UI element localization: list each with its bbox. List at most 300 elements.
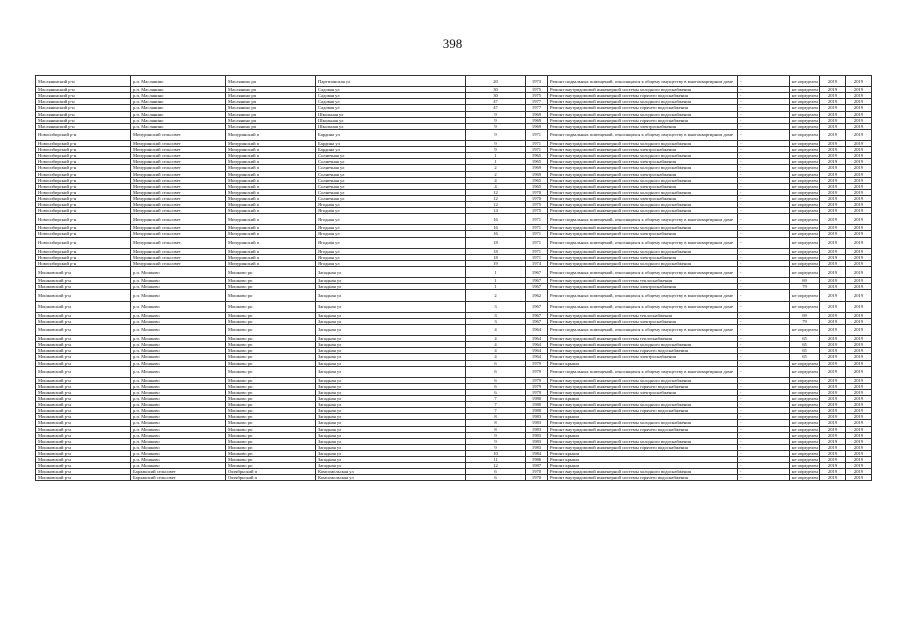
district-cell: Мошковский р-н xyxy=(36,267,131,278)
house-number-cell: 1 xyxy=(466,278,526,284)
house-number-cell: 7 xyxy=(466,396,526,402)
settlement-cell: Мичуринский п xyxy=(226,231,316,237)
settlement-cell: Мичуринский п xyxy=(226,195,316,201)
work-type-cell: Ремонт внутридомовой инженерной системы электроснабжения xyxy=(548,254,738,260)
amount-cell: 79 xyxy=(790,318,820,324)
street-cell: Западная ул xyxy=(316,450,466,456)
street-cell: Западная ул xyxy=(316,312,466,318)
work-type-cell: Ремонт крыши xyxy=(548,396,738,402)
street-cell: Западная ул xyxy=(316,457,466,463)
amount-cell: не определен xyxy=(790,99,820,105)
district-cell: Маслянинский р-н xyxy=(36,117,131,123)
settlement-cell: Мичуринский п xyxy=(226,208,316,214)
cost-cell: - xyxy=(738,195,790,201)
house-number-cell: 9 xyxy=(466,444,526,450)
district-cell: Новосибирский р-н xyxy=(36,254,131,260)
street-cell: Ягодная ул xyxy=(316,237,466,248)
municipality-cell: Барлакский сельсовет xyxy=(131,469,226,475)
settlement-cell: Маслянино рп xyxy=(226,76,316,87)
house-number-cell: 6 xyxy=(466,366,526,377)
year-start-cell: 2019 xyxy=(820,237,846,248)
year-start-cell: 2019 xyxy=(820,248,846,254)
amount-cell: не определен xyxy=(790,141,820,147)
build-year-cell: 1975 xyxy=(526,208,548,214)
settlement-cell: Мошково рп xyxy=(226,278,316,284)
municipality-cell: Мичуринский сельсовет xyxy=(131,201,226,207)
house-number-cell: 47 xyxy=(466,99,526,105)
house-number-cell: 47 xyxy=(466,105,526,111)
amount-cell: не определен xyxy=(790,189,820,195)
build-year-cell: 1986 xyxy=(526,457,548,463)
cost-cell: - xyxy=(738,105,790,111)
municipality-cell: р.п. Мошково xyxy=(131,396,226,402)
work-type-cell: Ремонт внутридомовой инженерной системы теплоснабжения xyxy=(548,336,738,342)
municipality-cell: Мичуринский сельсовет xyxy=(131,208,226,214)
street-cell: Комсомольская ул xyxy=(316,469,466,475)
amount-cell: не определен xyxy=(790,195,820,201)
year-end-cell: 2019 xyxy=(846,237,872,248)
house-number-cell: 11 xyxy=(466,457,526,463)
build-year-cell: 1980 xyxy=(526,408,548,414)
year-start-cell: 2019 xyxy=(820,141,846,147)
settlement-cell: Мичуринский п xyxy=(226,254,316,260)
cost-cell: - xyxy=(738,342,790,348)
street-cell: Западная ул xyxy=(316,377,466,383)
table-body xyxy=(36,76,872,481)
amount-cell: 65 xyxy=(790,342,820,348)
amount-cell: не определен xyxy=(790,444,820,450)
amount-cell: не определен xyxy=(790,389,820,395)
settlement-cell: Мичуринский п xyxy=(226,183,316,189)
year-end-cell: 2019 xyxy=(846,214,872,225)
house-number-cell: 6 xyxy=(466,389,526,395)
district-cell: Мошковский р-н xyxy=(36,377,131,383)
year-end-cell: 2019 xyxy=(846,267,872,278)
house-number-cell: 6 xyxy=(466,475,526,481)
build-year-cell: 1983 xyxy=(526,432,548,438)
year-start-cell: 2019 xyxy=(820,438,846,444)
work-type-cell: Ремонт внутридомовой инженерной системы холодного водоснабжения xyxy=(548,402,738,408)
cost-cell: - xyxy=(738,336,790,342)
municipality-cell: р.п. Мошково xyxy=(131,420,226,426)
year-end-cell: 2019 xyxy=(846,324,872,335)
amount-cell: не определен xyxy=(790,231,820,237)
house-number-cell: 30 xyxy=(466,87,526,93)
year-end-cell: 2019 xyxy=(846,129,872,140)
year-start-cell: 2019 xyxy=(820,105,846,111)
table-row xyxy=(36,301,872,312)
district-cell: Новосибирский р-н xyxy=(36,129,131,140)
build-year-cell: 1969 xyxy=(526,123,548,129)
street-cell: Бардина ул xyxy=(316,147,466,153)
amount-cell: не определен xyxy=(790,237,820,248)
year-end-cell: 2019 xyxy=(846,183,872,189)
work-type-cell: Ремонт внутридомовой инженерной системы электроснабжения xyxy=(548,147,738,153)
municipality-cell: р.п. Маслянино xyxy=(131,87,226,93)
build-year-cell: 1967 xyxy=(526,284,548,290)
year-end-cell: 2019 xyxy=(846,426,872,432)
house-number-cell: 1 xyxy=(466,267,526,278)
amount-cell: не определен xyxy=(790,475,820,481)
house-number-cell: 12 xyxy=(466,189,526,195)
district-cell: Мошковский р-н xyxy=(36,318,131,324)
district-cell: Мошковский р-н xyxy=(36,457,131,463)
amount-cell: 69 xyxy=(790,312,820,318)
build-year-cell: 1971 xyxy=(526,225,548,231)
year-start-cell: 2019 xyxy=(820,278,846,284)
cost-cell: - xyxy=(738,354,790,360)
settlement-cell: Мичуринский п xyxy=(226,177,316,183)
build-year-cell: 1967 xyxy=(526,312,548,318)
work-type-cell: Ремонт внутридомовой инженерной системы теплоснабжения xyxy=(548,278,738,284)
municipality-cell: р.п. Маслянино xyxy=(131,93,226,99)
year-end-cell: 2019 xyxy=(846,354,872,360)
house-number-cell: 19 xyxy=(466,260,526,266)
settlement-cell: Маслянино рп xyxy=(226,87,316,93)
build-year-cell: 1974 xyxy=(526,260,548,266)
year-start-cell: 2019 xyxy=(820,147,846,153)
year-start-cell: 2019 xyxy=(820,318,846,324)
house-number-cell: 4 xyxy=(466,348,526,354)
settlement-cell: Мошково рп xyxy=(226,438,316,444)
work-type-cell: Ремонт внутридомовой инженерной системы электроснабжения xyxy=(548,183,738,189)
year-end-cell: 2019 xyxy=(846,76,872,87)
district-cell: Новосибирский р-н xyxy=(36,147,131,153)
settlement-cell: Мошково рп xyxy=(226,360,316,366)
cost-cell: - xyxy=(738,360,790,366)
street-cell: Западная ул xyxy=(316,389,466,395)
settlement-cell: Октябрьский п xyxy=(226,469,316,475)
house-number-cell: 4 xyxy=(466,177,526,183)
cost-cell: - xyxy=(738,383,790,389)
cost-cell: - xyxy=(738,290,790,301)
build-year-cell: 1965 xyxy=(526,183,548,189)
table-row xyxy=(36,366,872,377)
cost-cell: - xyxy=(738,93,790,99)
year-start-cell: 2019 xyxy=(820,450,846,456)
table-row xyxy=(36,129,872,140)
municipality-cell: Мичуринский сельсовет xyxy=(131,195,226,201)
build-year-cell: 1970 xyxy=(526,469,548,475)
district-cell: Мошковский р-н xyxy=(36,475,131,481)
settlement-cell: Мошково рп xyxy=(226,389,316,395)
municipality-cell: р.п. Мошково xyxy=(131,318,226,324)
amount-cell: не определен xyxy=(790,420,820,426)
cost-cell: - xyxy=(738,99,790,105)
work-type-cell: Ремонт внутридомовой инженерной системы холодного водоснабжения xyxy=(548,141,738,147)
amount-cell: не определен xyxy=(790,463,820,469)
build-year-cell: 1964 xyxy=(526,354,548,360)
year-end-cell: 2019 xyxy=(846,99,872,105)
district-cell: Мошковский р-н xyxy=(36,438,131,444)
district-cell: Мошковский р-н xyxy=(36,278,131,284)
settlement-cell: Мошково рп xyxy=(226,450,316,456)
table-row xyxy=(36,290,872,301)
work-type-cell: Ремонт внутридомовой инженерной системы горячего водоснабжения xyxy=(548,426,738,432)
municipality-cell: р.п. Мошково xyxy=(131,366,226,377)
work-type-cell: Ремонт внутридомовой инженерной системы холодного водоснабжения xyxy=(548,342,738,348)
district-cell: Новосибирский р-н xyxy=(36,159,131,165)
build-year-cell: 1964 xyxy=(526,348,548,354)
amount-cell: 65 xyxy=(790,354,820,360)
house-number-cell: 1 xyxy=(466,153,526,159)
street-cell: Ягодная ул xyxy=(316,254,466,260)
municipality-cell: Мичуринский сельсовет xyxy=(131,141,226,147)
house-number-cell: 4 xyxy=(466,342,526,348)
amount-cell: не определен xyxy=(790,87,820,93)
house-number-cell: 10 xyxy=(466,450,526,456)
house-number-cell: 3 xyxy=(466,301,526,312)
year-start-cell: 2019 xyxy=(820,177,846,183)
build-year-cell: 1983 xyxy=(526,444,548,450)
amount-cell: не определен xyxy=(790,457,820,463)
amount-cell: не определен xyxy=(790,324,820,335)
amount-cell: не определен xyxy=(790,426,820,432)
amount-cell: не определен xyxy=(790,267,820,278)
settlement-cell: Мошково рп xyxy=(226,426,316,432)
house-number-cell: 4 xyxy=(466,183,526,189)
year-end-cell: 2019 xyxy=(846,159,872,165)
work-type-cell: Ремонт внутридомовой инженерной системы электроснабжения xyxy=(548,318,738,324)
amount-cell: не определен xyxy=(790,123,820,129)
amount-cell: не определен xyxy=(790,105,820,111)
settlement-cell: Мошково рп xyxy=(226,318,316,324)
year-end-cell: 2019 xyxy=(846,450,872,456)
municipality-cell: Мичуринский сельсовет xyxy=(131,159,226,165)
cost-cell: - xyxy=(738,201,790,207)
work-type-cell: Ремонт подвальных помещений, относящихся к общему имуществу в многоквартирном доме xyxy=(548,129,738,140)
house-number-cell: 3 xyxy=(466,318,526,324)
year-start-cell: 2019 xyxy=(820,457,846,463)
year-start-cell: 2019 xyxy=(820,366,846,377)
work-type-cell: Ремонт крыши xyxy=(548,360,738,366)
work-type-cell: Ремонт внутридомовой инженерной системы горячего водоснабжения xyxy=(548,444,738,450)
year-end-cell: 2019 xyxy=(846,189,872,195)
house-number-cell: 9 xyxy=(466,123,526,129)
amount-cell: 79 xyxy=(790,284,820,290)
street-cell: Солнечная ул xyxy=(316,165,466,171)
build-year-cell: 1971 xyxy=(526,147,548,153)
street-cell: Ягодная ул xyxy=(316,225,466,231)
work-type-cell: Ремонт внутридомовой инженерной системы холодного водоснабжения xyxy=(548,189,738,195)
cost-cell: - xyxy=(738,248,790,254)
house-number-cell: 3 xyxy=(466,312,526,318)
build-year-cell: 1962 xyxy=(526,290,548,301)
year-end-cell: 2019 xyxy=(846,348,872,354)
cost-cell: - xyxy=(738,284,790,290)
street-cell: Западная ул xyxy=(316,267,466,278)
settlement-cell: Мошково рп xyxy=(226,284,316,290)
house-number-cell: 2 xyxy=(466,165,526,171)
amount-cell: не определен xyxy=(790,214,820,225)
settlement-cell: Мичуринский п xyxy=(226,141,316,147)
amount-cell: не определен xyxy=(790,93,820,99)
municipality-cell: р.п. Мошково xyxy=(131,402,226,408)
house-number-cell: 9 xyxy=(466,111,526,117)
cost-cell: - xyxy=(738,366,790,377)
cost-cell: - xyxy=(738,432,790,438)
work-type-cell: Ремонт крыши xyxy=(548,463,738,469)
year-start-cell: 2019 xyxy=(820,231,846,237)
year-start-cell: 2019 xyxy=(820,420,846,426)
amount-cell: не определен xyxy=(790,117,820,123)
district-cell: Мошковский р-н xyxy=(36,396,131,402)
amount-cell: не определен xyxy=(790,408,820,414)
settlement-cell: Мошково рп xyxy=(226,348,316,354)
build-year-cell: 1964 xyxy=(526,324,548,335)
year-start-cell: 2019 xyxy=(820,377,846,383)
district-cell: Новосибирский р-н xyxy=(36,183,131,189)
settlement-cell: Мошково рп xyxy=(226,408,316,414)
municipality-cell: Мичуринский сельсовет xyxy=(131,153,226,159)
amount-cell: не определен xyxy=(790,469,820,475)
house-number-cell: 6 xyxy=(466,360,526,366)
year-end-cell: 2019 xyxy=(846,377,872,383)
street-cell: Школьная ул xyxy=(316,123,466,129)
cost-cell: - xyxy=(738,301,790,312)
settlement-cell: Мошково рп xyxy=(226,324,316,335)
municipality-cell: р.п. Мошково xyxy=(131,284,226,290)
municipality-cell: р.п. Мошково xyxy=(131,463,226,469)
cost-cell: - xyxy=(738,117,790,123)
house-number-cell: 30 xyxy=(466,93,526,99)
street-cell: Западная ул xyxy=(316,336,466,342)
cost-cell: - xyxy=(738,171,790,177)
page-number: 398 xyxy=(442,36,463,51)
district-cell: Мошковский р-н xyxy=(36,342,131,348)
settlement-cell: Маслянино рп xyxy=(226,93,316,99)
district-cell: Мошковский р-н xyxy=(36,284,131,290)
year-end-cell: 2019 xyxy=(846,231,872,237)
year-start-cell: 2019 xyxy=(820,189,846,195)
year-end-cell: 2019 xyxy=(846,147,872,153)
cost-cell: - xyxy=(738,260,790,266)
municipality-cell: р.п. Мошково xyxy=(131,389,226,395)
settlement-cell: Мичуринский п xyxy=(226,159,316,165)
settlement-cell: Мошково рп xyxy=(226,354,316,360)
year-start-cell: 2019 xyxy=(820,342,846,348)
street-cell: Солнечная ул xyxy=(316,189,466,195)
build-year-cell: 1971 xyxy=(526,214,548,225)
build-year-cell: 1971 xyxy=(526,237,548,248)
year-end-cell: 2019 xyxy=(846,360,872,366)
amount-cell: не определен xyxy=(790,450,820,456)
year-start-cell: 2019 xyxy=(820,348,846,354)
settlement-cell: Мичуринский п xyxy=(226,147,316,153)
year-end-cell: 2019 xyxy=(846,342,872,348)
street-cell: Западная ул xyxy=(316,366,466,377)
work-type-cell: Ремонт внутридомовой инженерной системы электроснабжения xyxy=(548,159,738,165)
house-number-cell: 18 xyxy=(466,237,526,248)
house-number-cell: 9 xyxy=(466,432,526,438)
year-end-cell: 2019 xyxy=(846,396,872,402)
street-cell: Комсомольская ул xyxy=(316,475,466,481)
year-end-cell: 2019 xyxy=(846,87,872,93)
settlement-cell: Мошково рп xyxy=(226,290,316,301)
work-type-cell: Ремонт внутридомовой инженерной системы холодного водоснабжения xyxy=(548,248,738,254)
street-cell: Западная ул xyxy=(316,408,466,414)
amount-cell: не определен xyxy=(790,159,820,165)
municipality-cell: Мичуринский сельсовет xyxy=(131,260,226,266)
build-year-cell: 1965 xyxy=(526,177,548,183)
cost-cell: - xyxy=(738,414,790,420)
house-number-cell: 12 xyxy=(466,201,526,207)
municipality-cell: р.п. Мошково xyxy=(131,354,226,360)
municipality-cell: р.п. Мошково xyxy=(131,290,226,301)
street-cell: Солнечная ул xyxy=(316,177,466,183)
year-start-cell: 2019 xyxy=(820,129,846,140)
district-cell: Маслянинский р-н xyxy=(36,105,131,111)
street-cell: Западная ул xyxy=(316,438,466,444)
build-year-cell: 1967 xyxy=(526,318,548,324)
settlement-cell: Маслянино рп xyxy=(226,123,316,129)
build-year-cell: 1979 xyxy=(526,360,548,366)
municipality-cell: р.п. Мошково xyxy=(131,336,226,342)
build-year-cell: 1980 xyxy=(526,402,548,408)
cost-cell: - xyxy=(738,389,790,395)
district-cell: Мошковский р-н xyxy=(36,354,131,360)
municipality-cell: Мичуринский сельсовет xyxy=(131,183,226,189)
house-number-cell: 9 xyxy=(466,438,526,444)
year-start-cell: 2019 xyxy=(820,260,846,266)
amount-cell: не определен xyxy=(790,111,820,117)
build-year-cell: 1970 xyxy=(526,189,548,195)
work-type-cell: Ремонт внутридомовой инженерной системы холодного водоснабжения xyxy=(548,420,738,426)
municipality-cell: р.п. Мошково xyxy=(131,278,226,284)
settlement-cell: Мошково рп xyxy=(226,301,316,312)
build-year-cell: 1984 xyxy=(526,450,548,456)
district-cell: Новосибирский р-н xyxy=(36,214,131,225)
year-end-cell: 2019 xyxy=(846,123,872,129)
street-cell: Западная ул xyxy=(316,318,466,324)
settlement-cell: Мошково рп xyxy=(226,444,316,450)
year-start-cell: 2019 xyxy=(820,432,846,438)
settlement-cell: Маслянино рп xyxy=(226,111,316,117)
year-start-cell: 2019 xyxy=(820,201,846,207)
amount-cell: не определен xyxy=(790,432,820,438)
table-row xyxy=(36,324,872,335)
work-type-cell: Ремонт внутридомовой инженерной системы электроснабжения xyxy=(548,171,738,177)
district-cell: Мошковский р-н xyxy=(36,432,131,438)
district-cell: Маслянинский р-н xyxy=(36,99,131,105)
district-cell: Мошковский р-н xyxy=(36,366,131,377)
build-year-cell: 1983 xyxy=(526,426,548,432)
settlement-cell: Мичуринский п xyxy=(226,237,316,248)
year-end-cell: 2019 xyxy=(846,312,872,318)
amount-cell: не определен xyxy=(790,153,820,159)
year-start-cell: 2019 xyxy=(820,111,846,117)
amount-cell: не определен xyxy=(790,171,820,177)
year-start-cell: 2019 xyxy=(820,383,846,389)
year-end-cell: 2019 xyxy=(846,105,872,111)
build-year-cell: 1971 xyxy=(526,129,548,140)
district-cell: Маслянинский р-н xyxy=(36,87,131,93)
build-year-cell: 1969 xyxy=(526,111,548,117)
build-year-cell: 1971 xyxy=(526,141,548,147)
street-cell: Садовая ул xyxy=(316,105,466,111)
cost-cell: - xyxy=(738,444,790,450)
district-cell: Новосибирский р-н xyxy=(36,141,131,147)
amount-cell: не определен xyxy=(790,129,820,140)
year-start-cell: 2019 xyxy=(820,76,846,87)
street-cell: Западная ул xyxy=(316,342,466,348)
work-type-cell: Ремонт внутридомовой инженерной системы горячего водоснабжения xyxy=(548,475,738,481)
build-year-cell: 1977 xyxy=(526,105,548,111)
house-number-cell: 7 xyxy=(466,408,526,414)
build-year-cell: 1979 xyxy=(526,366,548,377)
street-cell: Западная ул xyxy=(316,420,466,426)
build-year-cell: 1987 xyxy=(526,463,548,469)
